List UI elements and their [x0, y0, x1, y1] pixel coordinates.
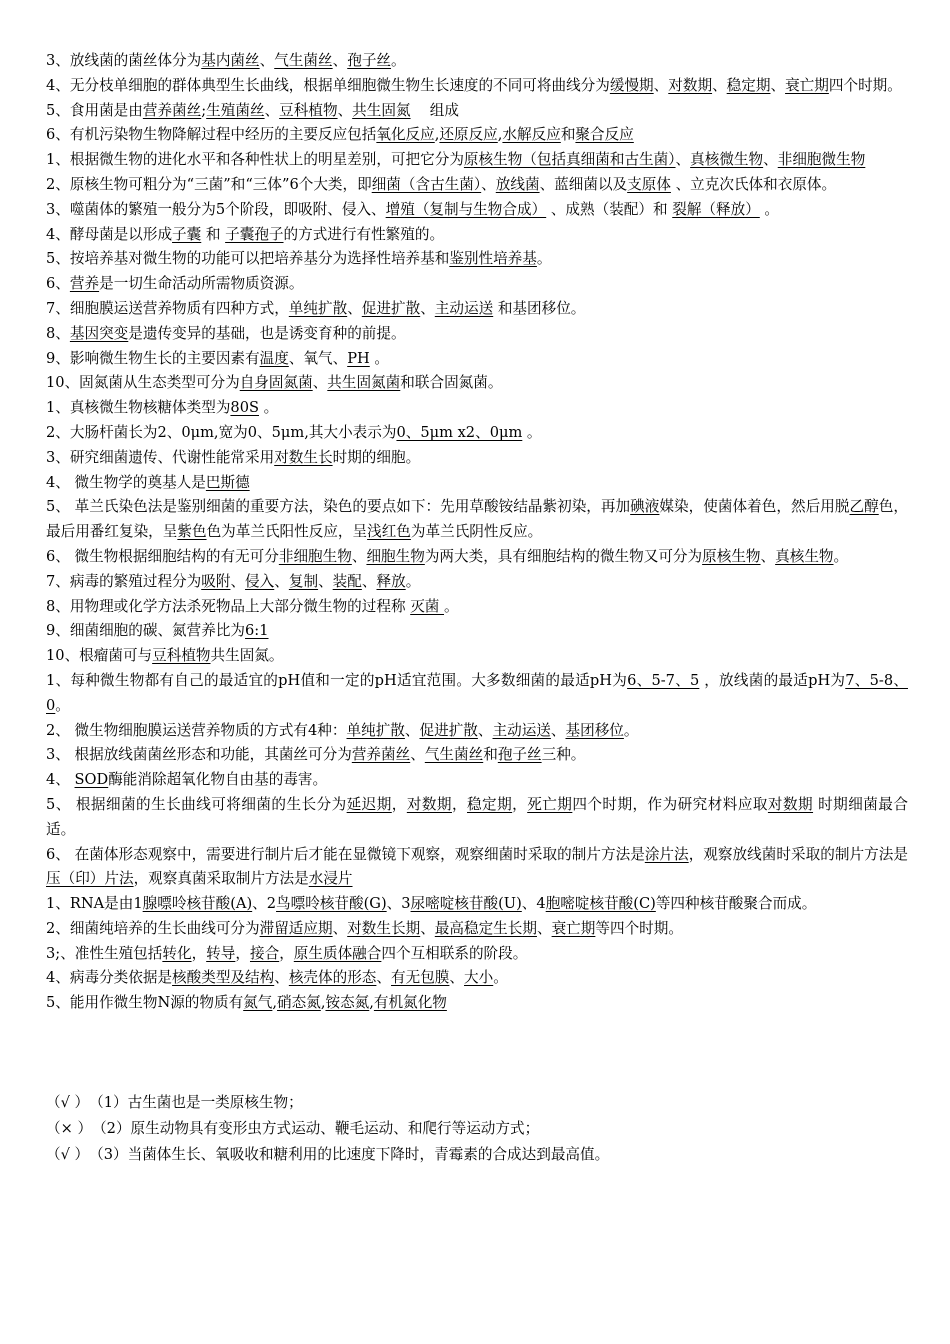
line-text: 的方式进行有性繁殖的。 [283, 225, 445, 243]
line-text: 2、原核生物可粗分为“三菌”和“三体”6个大类，即 [46, 175, 372, 193]
answer-blank: 死亡期 [527, 795, 573, 813]
answer-blank: 对数生长期 [347, 919, 421, 937]
line-text: 、 [449, 969, 465, 987]
text-line [46, 495, 908, 545]
answer-blank: 促进扩散 [419, 721, 478, 739]
text-line [46, 123, 908, 148]
answer-blank: 缓慢期 [609, 76, 654, 94]
answer-blank: 大小 [464, 969, 494, 987]
line-text: 。 [405, 572, 421, 590]
line-text: 、立克次氏体和衣原体。 [670, 175, 837, 193]
answer-blank: 气生菌丝 [424, 746, 484, 764]
answer-blank: 对数期 [406, 795, 452, 813]
answer-blank: 基团移位 [565, 721, 624, 739]
answer-blank: 共生固氮菌 [327, 374, 401, 392]
text-line [46, 843, 908, 893]
answer-blank: 基因突变 [69, 324, 129, 342]
true-false-item [46, 1142, 908, 1168]
fill-in-section [46, 49, 908, 1016]
line-text: 2、大肠杆菌长为2、0μm,宽为0、5μm,其大小表示为 [46, 423, 397, 441]
line-text: 5、按培养基对微生物的功能可以把培养基分为选择性培养基和 [46, 250, 450, 268]
line-text: 、 [318, 572, 333, 590]
line-text: 、 [274, 572, 289, 590]
answer-blank: 核酸类型及结构 [172, 969, 275, 987]
text-line [46, 173, 908, 198]
line-text: 、 [410, 746, 425, 764]
line-text: 3、噬菌体的繁殖一般分为5个阶段，即吸附、侵入、 [46, 200, 386, 218]
answer-blank: 自身固氮菌 [239, 374, 313, 392]
answer-blank: 水浸片 [308, 870, 353, 888]
answer-blank: 衰亡期 [551, 919, 596, 937]
answer-blank: 乙醇 [849, 498, 879, 516]
answer-blank: 压（印）片法 [46, 870, 134, 888]
line-text: 等四个时期。 [595, 919, 683, 937]
answer-blank: 尿嘧啶核苷酸(U) [410, 895, 522, 913]
line-text: 、 [481, 175, 496, 193]
answer-blank: 转导 [206, 944, 236, 962]
true-false-item [46, 1116, 908, 1142]
answer-blank: 主动运送 [434, 299, 494, 317]
answer-blank: 原核生物（包括真细菌和古生菌） [463, 151, 676, 169]
text-line [46, 49, 908, 74]
answer-blank: 氧化反应 [376, 126, 435, 144]
line-text: 媒染，使菌体着色，然后用脱 [659, 498, 850, 516]
line-text: 3、放线菌的菌丝体分为 [46, 52, 202, 69]
line-text: 6、 [46, 275, 70, 293]
answer-blank: 还原反应 [439, 126, 498, 144]
line-text: 3、研究细菌遗传、代谢性能常采用 [46, 448, 275, 466]
line-text: 酶能消除超氧化物自由基的毒害。 [108, 771, 328, 789]
line-text: 。 [536, 250, 552, 268]
text-line [46, 396, 908, 421]
line-text: 、 [653, 76, 669, 94]
answer-blank: 复制 [288, 572, 319, 590]
answer-blank: 核壳体的形态 [288, 969, 377, 987]
line-text: 。 [759, 200, 780, 218]
line-text: 3、 根据放线菌菌丝形态和功能，其菌丝可分为 [46, 746, 352, 764]
answer-blank: 温度 [259, 349, 289, 367]
answer-blank: 豆科植物 [279, 101, 338, 119]
line-text: 、 [230, 572, 246, 590]
text-line [46, 198, 908, 223]
line-text: 、 [361, 572, 377, 590]
answer-blank: 浅红色 [367, 523, 411, 541]
line-text: 、 [259, 52, 275, 69]
line-text: 3;、准性生殖包括 [46, 944, 163, 962]
answer-blank: 衰亡期 [785, 76, 829, 94]
line-text: 、 [763, 151, 778, 169]
answer-blank: 营养菌丝 [142, 101, 202, 119]
line-text: ; [201, 101, 207, 119]
answer-blank: 有无包膜 [391, 969, 450, 987]
answer-blank: SOD [74, 771, 109, 789]
text-line [46, 247, 908, 272]
line-text: , [272, 994, 278, 1012]
true-false-section [46, 1090, 908, 1168]
answer-blank: 单纯扩散 [288, 299, 348, 317]
answer-blank: 支原体 [627, 175, 671, 193]
line-text: 、氧气、 [288, 349, 348, 367]
line-text: 三种。 [541, 746, 586, 764]
line-text: 、 [332, 919, 348, 937]
line-text: 7、病毒的繁殖过程分为 [46, 572, 202, 590]
line-text: 9、影响微生物生长的主要因素有 [46, 349, 260, 367]
line-text: 。 [259, 399, 279, 417]
line-text: 4、无分枝单细胞的群体典型生长曲线，根据单细胞微生物生长速度的不同可将曲线分为 [46, 76, 610, 94]
text-line [46, 644, 908, 669]
answer-blank: 紫色 [177, 523, 207, 541]
line-text: 8、 [46, 324, 70, 342]
line-text: ， [191, 944, 207, 962]
line-text: 。 [369, 349, 389, 367]
answer-blank: 腺嘌呤核苷酸(A) [142, 895, 253, 913]
text-line [46, 719, 908, 744]
line-text: 时期的细胞。 [332, 448, 421, 466]
answer-blank: 6、5-7、5 [627, 671, 700, 689]
line-text: ， [235, 944, 250, 962]
line-text: 和 [560, 126, 576, 144]
answer-blank: 非细胞生物 [278, 547, 352, 565]
text-line [46, 942, 908, 967]
text-line [46, 272, 908, 297]
text-line [46, 570, 908, 595]
line-text: 、 [420, 919, 435, 937]
line-text: 7、细胞膜运送营养物质有四种方式， [46, 299, 289, 317]
line-text: ， [279, 944, 294, 962]
line-text: 、 [404, 721, 420, 739]
answer-blank: 涂片法 [644, 845, 689, 863]
line-text: 、 [550, 721, 566, 739]
line-text: 共生固氮。 [210, 647, 284, 665]
answer-blank: 细菌（含古生菌） [371, 175, 482, 193]
answer-blank: 对数期 [668, 76, 713, 94]
answer-blank: 共生固氮 [352, 101, 411, 119]
answer-blank: 碘液 [630, 498, 660, 516]
line-text: 5、 革兰氏染色法是鉴别细菌的重要方法，染色的要点如下：先用草酸铵结晶紫初染，再加 [46, 498, 631, 516]
statement-text: （1）古生菌也是一类原核生物； [89, 1094, 303, 1112]
answer-blank: 侵入 [245, 572, 275, 590]
line-text: 8、用物理或化学方法杀死物品上大部分微生物的过程称 [46, 597, 411, 615]
line-text: 。 [522, 423, 542, 441]
line-text: 、 [420, 299, 435, 317]
answer-blank: 细胞生物 [366, 547, 425, 565]
line-text: 、4 [521, 895, 546, 913]
line-text: 、 [675, 151, 691, 169]
answer-blank: 对数期 [767, 795, 814, 813]
answer-blank: 孢子丝 [497, 746, 542, 764]
text-line [46, 471, 908, 496]
line-text: 4、酵母菌是以形成 [46, 225, 173, 243]
answer-blank: 子囊孢子 [225, 225, 284, 243]
line-text: 6、 在菌体形态观察中，需要进行制片后才能在显微镜下观察，观察细菌时采取的制片方法是 [46, 845, 645, 863]
answer-blank: 真核生物 [775, 547, 834, 565]
line-text: 1、每种微生物都有自己的最适宜的pH值和一定的pH适宜范围。大多数细菌的最适pH为 [46, 671, 628, 689]
answer-blank: 80S [230, 399, 259, 417]
answer-blank: 气生菌丝 [274, 52, 333, 69]
answer-blank: 原生质体融合 [293, 944, 382, 962]
line-text: 2、 微生物细胞膜运送营养物质的方式有4种： [46, 721, 347, 739]
text-line [46, 223, 908, 248]
answer-blank: 鸟嘌呤核苷酸(G) [276, 895, 387, 913]
line-text: 。 [493, 969, 508, 987]
statement-text: （3）当菌体生长、氧吸收和糖利用的比速度下降时，青霉素的合成达到最高值。 [89, 1146, 610, 1164]
answer-blank: 基内菌丝 [201, 52, 260, 69]
answer-blank: 对数生长 [274, 448, 333, 466]
answer-blank: 促进扩散 [361, 299, 421, 317]
text-line [46, 743, 908, 768]
answer-blank: 子囊 [172, 225, 202, 243]
line-text: 四个时期，作为研究材料应取 [572, 795, 768, 813]
answer-mark: （√ ） [46, 1146, 90, 1164]
section-gap [46, 1016, 908, 1090]
line-text: 。 [833, 547, 849, 565]
line-text: ， [451, 795, 468, 813]
line-text: 。 [55, 696, 70, 714]
line-text: 、蓝细菌以及 [539, 175, 628, 193]
answer-blank: 延迟期 [346, 795, 392, 813]
answer-blank: 稳定期 [467, 795, 513, 813]
answer-blank: 鉴别性培养基 [449, 250, 537, 268]
line-text: 9、细菌细胞的碳、氮营养比为 [46, 622, 246, 640]
text-line [46, 371, 908, 396]
line-text: 5、食用菌是由 [46, 101, 143, 119]
text-line [46, 148, 908, 173]
line-text: 5、 根据细菌的生长曲线可将细菌的生长分为 [46, 795, 347, 813]
answer-blank: 主动运送 [492, 721, 551, 739]
line-text: 、 [312, 374, 328, 392]
answer-blank: 有机氮化物 [373, 994, 447, 1012]
line-text: 、2 [252, 895, 277, 913]
line-text: 和联合固氮菌。 [400, 374, 503, 392]
line-text: 、 [770, 76, 786, 94]
answer-blank: 巴斯德 [205, 473, 250, 491]
line-text: 4、 [46, 771, 75, 789]
line-text: 10、根瘤菌可与 [46, 647, 153, 665]
line-text: 为革兰氏阴性反应。 [410, 523, 543, 541]
text-line [46, 991, 908, 1016]
answer-blank: 释放 [376, 572, 406, 590]
answer-blank: 氮气 [243, 994, 273, 1012]
answer-blank: 吸附 [201, 572, 231, 590]
answer-blank: 接合 [249, 944, 280, 962]
line-text: 、 [536, 919, 552, 937]
answer-mark: （√ ） [46, 1094, 90, 1112]
answer-blank: 稳定期 [726, 76, 771, 94]
text-line [46, 74, 908, 99]
answer-blank: 营养 [69, 275, 100, 293]
answer-blank: 豆科植物 [152, 647, 211, 665]
text-line [46, 99, 908, 124]
line-text: ， [512, 795, 528, 813]
line-text: ， [391, 795, 407, 813]
true-false-item [46, 1090, 908, 1116]
line-text: 4、 微生物学的奠基人是 [46, 473, 206, 491]
answer-blank: 聚合反应 [575, 126, 634, 144]
answer-blank: 放线菌 [495, 175, 540, 193]
answer-blank: 滞留适应期 [259, 919, 333, 937]
text-line [46, 446, 908, 471]
line-text: ，观察真菌采取制片方法是 [133, 870, 309, 888]
answer-blank: 铵态氮 [325, 994, 370, 1012]
line-text: , [369, 994, 374, 1012]
line-text: 、 [351, 547, 367, 565]
text-line [46, 966, 908, 991]
line-text: 、 [760, 547, 776, 565]
answer-blank: PH [347, 349, 370, 367]
document-page [46, 49, 908, 1168]
line-text: 、 [274, 969, 289, 987]
line-text: 、 [337, 101, 353, 119]
answer-blank: 7、5-8、0 [46, 671, 908, 714]
line-text: ，观察放线菌时采取的制片方法是 [688, 845, 908, 863]
answer-blank: 灭菌 [410, 597, 445, 615]
answer-blank: 单纯扩散 [346, 721, 405, 739]
line-text: 等四种核苷酸聚合而成。 [655, 895, 817, 913]
text-line [46, 619, 908, 644]
text-line [46, 297, 908, 322]
text-line [46, 545, 908, 570]
line-text: 色，最后用番红复染，呈 [46, 498, 908, 541]
line-text: 和基团移位。 [493, 299, 586, 317]
line-text: 、 [264, 101, 280, 119]
line-text: 和 [201, 225, 226, 243]
line-text: 6、有机污染物生物降解过程中经历的主要反应包括 [46, 126, 377, 144]
line-text: 5、能用作微生物N源的物质有 [46, 994, 244, 1012]
line-text: 1、RNA是由1 [46, 895, 143, 913]
answer-blank: 6:1 [245, 622, 269, 640]
line-text: 、 [332, 52, 348, 69]
line-text: 。 [391, 52, 406, 69]
line-text: 1、根据微生物的进化水平和各种性状上的明星差别，可把它分为 [46, 151, 464, 169]
answer-blank: 水解反应 [502, 126, 561, 144]
text-line [46, 669, 908, 719]
answer-blank: 原核生物 [702, 547, 761, 565]
answer-blank: 真核微生物 [690, 151, 764, 169]
text-line [46, 421, 908, 446]
answer-blank: 生殖菌丝 [206, 101, 265, 119]
answer-blank: 装配 [332, 572, 362, 590]
line-text: 6、 微生物根据细胞结构的有无可分 [46, 547, 279, 565]
text-line [46, 347, 908, 372]
line-text: 为两大类，具有细胞结构的微生物又可分为 [424, 547, 703, 565]
answer-blank: 营养菌丝 [351, 746, 411, 764]
line-text: 、 [477, 721, 493, 739]
line-text: ，放线菌的最适pH为 [699, 671, 846, 689]
line-text: 10、固氮菌从生态类型可分为 [46, 374, 240, 392]
line-text: 是一切生命活动所需物质资源。 [99, 275, 304, 293]
answer-blank: 孢子丝 [347, 52, 392, 69]
line-text: 、 [376, 969, 392, 987]
line-text: 、3 [386, 895, 411, 913]
text-line [46, 793, 908, 843]
line-text: 、成熟（装配）和 [546, 200, 673, 218]
answer-blank: 非细胞微生物 [777, 151, 866, 169]
answer-blank: 裂解（释放） [672, 200, 760, 218]
line-text: 是遗传变异的基础，也是诱变育种的前提。 [128, 324, 406, 342]
line-text: 2、细菌纯培养的生长曲线可分为 [46, 919, 260, 937]
line-text: 、 [712, 76, 727, 94]
line-text: 1、真核微生物核糖体类型为 [46, 399, 231, 417]
line-text: , [497, 126, 503, 144]
line-text: 。 [444, 597, 459, 615]
statement-text: （2）原生动物具有变形虫方式运动、鞭毛运动、和爬行等运动方式； [92, 1120, 540, 1138]
text-line [46, 322, 908, 347]
answer-blank: 最高稳定生长期 [434, 919, 537, 937]
text-line [46, 917, 908, 942]
line-text: 组成 [410, 101, 459, 119]
line-text: 四个时期。 [828, 76, 902, 94]
line-text: 时期细菌最合适。 [46, 795, 908, 838]
line-text: 四个互相联系的阶段。 [381, 944, 528, 962]
line-text: 、 [347, 299, 362, 317]
answer-blank: 增殖（复制与生物合成） [385, 200, 547, 218]
line-text: 和 [483, 746, 498, 764]
answer-mark: （× ） [46, 1120, 93, 1138]
line-text: , [320, 994, 326, 1012]
line-text: 4、病毒分类依据是 [46, 969, 173, 987]
answer-blank: 0、5μm x2、0μm [396, 423, 523, 441]
text-line [46, 892, 908, 917]
line-text: , [434, 126, 440, 144]
line-text: 色为革兰氏阳性反应，呈 [206, 523, 368, 541]
text-line [46, 768, 908, 793]
answer-blank: 硝态氮 [277, 994, 321, 1012]
answer-blank: 胞嘧啶核苷酸(C) [545, 895, 656, 913]
text-line [46, 595, 908, 620]
line-text: 。 [623, 721, 639, 739]
answer-blank: 转化 [162, 944, 192, 962]
